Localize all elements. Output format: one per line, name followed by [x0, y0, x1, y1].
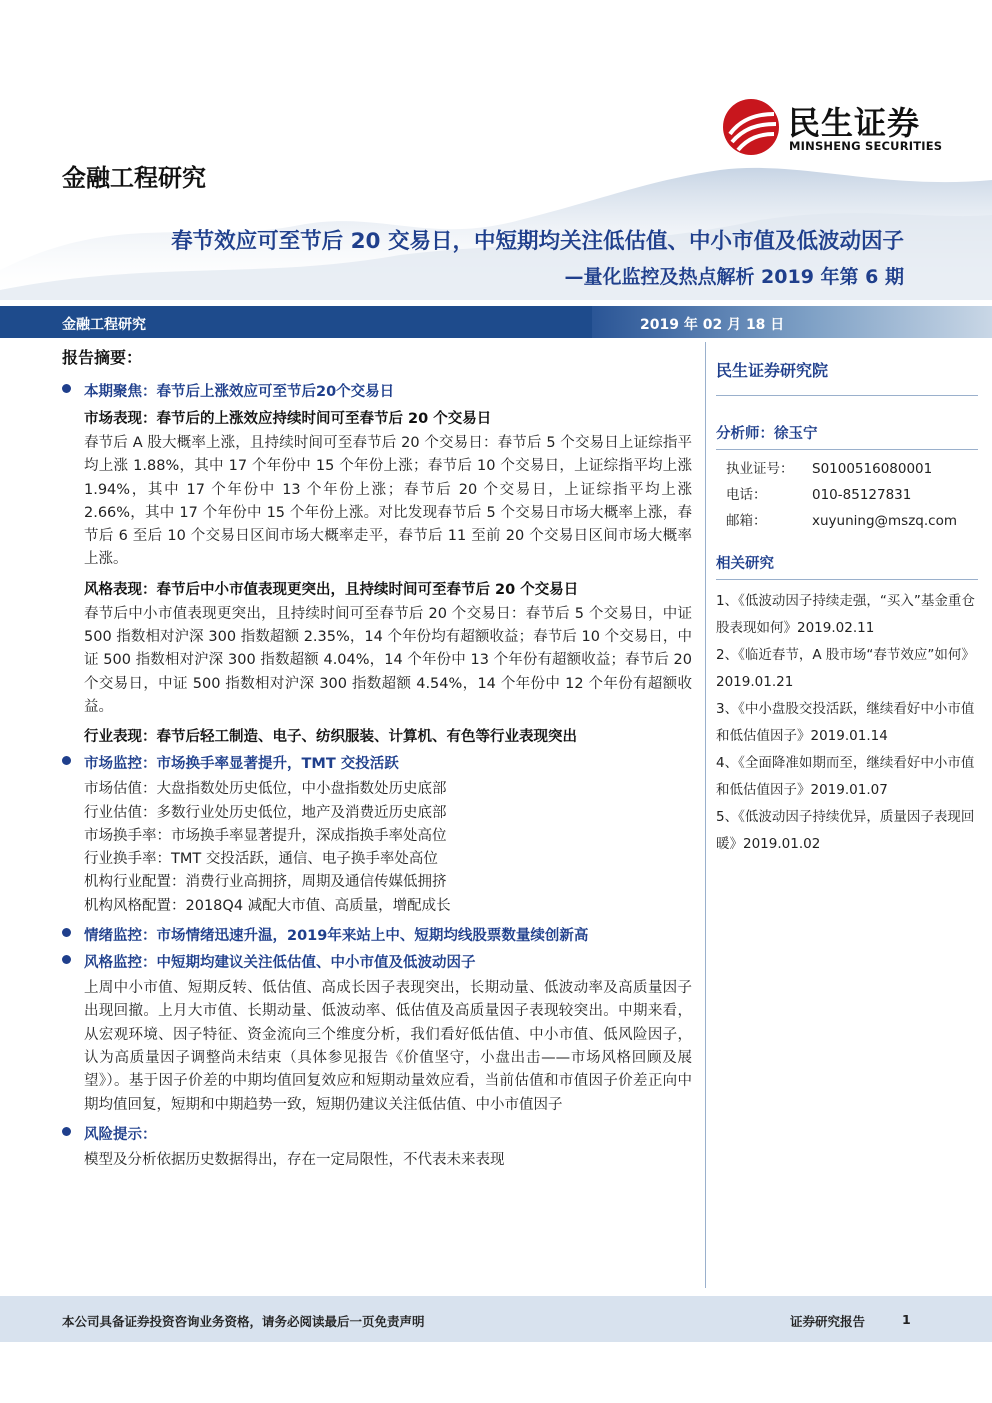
- bullet-icon: [62, 1127, 71, 1136]
- band-department: 金融工程研究: [62, 317, 146, 333]
- page-number: 1: [902, 1312, 911, 1327]
- factor-paragraph: 上周中小市值、短期反转、低估值、高成长因子表现突出，长期动量、低波动率及高质量因子出现回撤。上月大市值、长期动量、低波动率、低估值及高质量因子表现较突出。中期来看，从宏观环境、因子特征、资金流向三个维度分析，我们看好低估值、中小市值、低风险因子，认为高质量因子调整尚未结束（具体参见报告《价值坚守，小盘出击——市场风格回顾及展望》）。基于因子价差的中期均值回复效应和短期动量效应看，当前估值和市值因子价差正向中期均值回复，短期和中期趋势一致，短期仍建议关注低估值、中小市值因子: [84, 980, 692, 1113]
- contact-value: 010-85127831: [812, 487, 912, 503]
- related-heading: 相关研究: [716, 552, 978, 580]
- related-item[interactable]: 4、《全面降准如期而至，继续看好中小市值和低估值因子》2019.01.07: [716, 755, 975, 798]
- report-date: 2019 年 02 月 18 日: [640, 317, 785, 333]
- risk-bullet: [62, 1123, 692, 1144]
- contact-row: [716, 456, 978, 482]
- monitor-bullet: [62, 752, 692, 773]
- footer-disclaimer: 本公司具备证券投资咨询业务资格，请务必阅读最后一页免责声明: [62, 1314, 425, 1329]
- contact-label: 邮箱：: [726, 513, 767, 529]
- logo-text-en: MINSHENG SECURITIES: [789, 139, 943, 153]
- email-link[interactable]: xuyuning@mszq.com: [812, 513, 957, 529]
- bullet-icon: [62, 928, 71, 937]
- market-heading: 市场表现：春节后的上涨效应持续时间可至春节后 20 个交易日: [84, 411, 492, 427]
- institute-name: 民生证券研究院: [716, 358, 978, 396]
- industry-heading: 行业表现：春节后轻工制造、电子、纺织服装、计算机、有色等行业表现突出: [84, 729, 577, 746]
- footer-report-type: 证券研究报告: [790, 1314, 866, 1329]
- column-divider: [705, 342, 706, 1288]
- related-item[interactable]: 1、《低波动因子持续走强，“买入”基金重仓股表现如何》2019.02.11: [716, 593, 975, 636]
- summary-column: [62, 345, 692, 1176]
- summary-heading: 报告摘要：: [62, 348, 143, 367]
- contact-label: 电话：: [726, 487, 767, 503]
- contact-row: [716, 482, 978, 508]
- list-item: 机构行业配置：消费行业高拥挤，周期及通信传媒低拥挤: [84, 874, 447, 891]
- factor-bullet-text: 风格监控：中短期均建议关注低估值、中小市值及低波动因子: [84, 955, 476, 972]
- related-item[interactable]: 2、《临近春节，A 股市场“春节效应”如何》2019.01.21: [716, 647, 975, 690]
- related-item[interactable]: 3、《中小盘股交投活跃，继续看好中小市值和低估值因子》2019.01.14: [716, 701, 975, 744]
- market-paragraph: 春节后 A 股大概率上涨，且持续时间可至春节后 20 个交易日：春节后 5 个交易日上证综指平均上涨 1.88%，其中 17 个年份中 15 个年份上涨；春节后 10 个交易日，上证综指平均上涨 1.94%，其中 17 个年份中 13 个年份上涨；春节后 20 个交易日，上证综指平均上涨 2.66%，其中 17 个年份中 15 个年份上涨。对比发现春节后 5 个交易日市场大概率上涨，春节后 6 至后 10 个交易日区间市场大概率走平，春节后 11 至前 20 个交易日区间市场大概率上涨。: [84, 435, 692, 568]
- list-item: 市场估值：大盘指数处历史低位，中小盘指数处历史底部: [84, 781, 447, 798]
- monitor-list: [84, 778, 692, 918]
- bullet-icon: [62, 955, 71, 964]
- contact-value: S0100516080001: [812, 461, 933, 477]
- contact-label: 执业证号：: [726, 461, 794, 477]
- monitor-bullet-text: 市场监控：市场换手率显著提升，TMT 交投活跃: [84, 756, 399, 773]
- analyst-heading: 分析师：徐玉宁: [716, 422, 978, 450]
- report-title: 春节效应可至节后 20 交易日，中短期均关注低估值、中小市值及低波动因子: [171, 229, 904, 254]
- contact-row: [716, 508, 978, 534]
- focus-bullet-text: 本期聚焦：春节后上涨效应可至节后20个交易日: [84, 384, 395, 400]
- sentiment-bullet: [62, 924, 692, 945]
- factor-bullet: [62, 951, 692, 972]
- list-item: 行业换手率：TMT 交投活跃，通信、电子换手率处高位: [84, 851, 438, 868]
- style-paragraph: 春节后中小市值表现更突出，且持续时间可至春节后 20 个交易日：春节后 5 个交易日，中证 500 指数相对沪深 300 指数超额 2.35%，14 个年份均有超额收益；春节后 10 个交易日，中证 500 指数相对沪深 300 指数超额 4.04%，14 个年份中 13 个年份有超额收益；春节后 20 个交易日，中证 500 指数相对沪深 300 指数超额 4.54%，14 个年份中 12 个年份有超额收益。: [84, 605, 692, 715]
- sidebar: [716, 358, 978, 858]
- list-item: 市场换手率：市场换手率显著提升，深成指换手率处高位: [84, 827, 447, 844]
- logo-text-cn: 民生证券: [788, 104, 921, 142]
- style-heading: 风格表现：春节后中小市值表现更突出，且持续时间可至春节后 20 个交易日: [84, 581, 579, 598]
- risk-bullet-text: 风险提示：: [84, 1126, 157, 1143]
- bullet-icon: [62, 384, 71, 393]
- bullet-icon: [62, 756, 71, 765]
- department-title: 金融工程研究: [62, 164, 206, 192]
- sentiment-bullet-text: 情绪监控：市场情绪迅速升温，2019年来站上中、短期均线股票数量续创新高: [84, 928, 589, 945]
- logo-icon: [722, 98, 780, 156]
- risk-paragraph: 模型及分析依据历史数据得出，存在一定局限性，不代表未来表现: [84, 1151, 505, 1168]
- related-item[interactable]: 5、《低波动因子持续优异，质量因子表现回暖》2019.01.02: [716, 809, 975, 852]
- report-subtitle: —量化监控及热点解析 2019 年第 6 期: [564, 266, 904, 288]
- focus-bullet: [62, 380, 692, 401]
- list-item: 行业估值：多数行业处历史低位，地产及消费近历史底部: [84, 804, 447, 821]
- list-item: 机构风格配置：2018Q4 减配大市值、高质量，增配成长: [84, 897, 451, 914]
